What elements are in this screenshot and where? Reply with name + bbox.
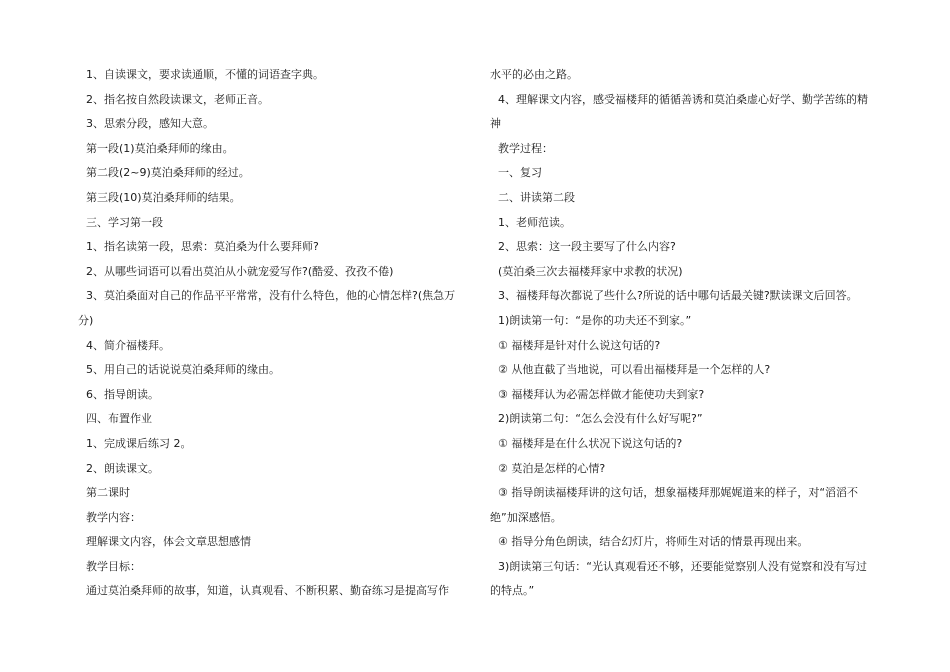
section-heading: 二、讲读第二段 <box>498 190 575 204</box>
text-line: 4、理解课文内容，感受福楼拜的循循善诱和莫泊桑虚心好学、勤学苦练的精 <box>498 92 868 106</box>
text-line: ③ 福楼拜认为必需怎样做才能使功夫到家? <box>498 387 705 401</box>
text-line-continuation: 绝”加深感悟。 <box>490 510 562 524</box>
text-line: 教学目标： <box>86 559 141 573</box>
text-line-continuation: 神 <box>490 117 501 131</box>
section-heading: 四、布置作业 <box>86 412 152 426</box>
section-heading: 三、学习第一段 <box>86 215 163 229</box>
text-line: 2、朗读课文。 <box>86 461 159 475</box>
right-column <box>490 63 875 604</box>
text-line: ④ 指导分角色朗读，结合幻灯片，将师生对话的情景再现出来。 <box>498 535 809 549</box>
text-line: 1、自读课文，要求读通顺，不懂的词语查字典。 <box>86 68 324 81</box>
text-line: ③ 指导朗读福楼拜讲的这句话，想象福楼拜那娓娓道来的样子，对“滔滔不 <box>498 486 859 500</box>
text-line: 第一段(1)莫泊桑拜师的缘由。 <box>86 141 234 155</box>
text-line: 理解课文内容，体会文章思想感情 <box>86 535 251 549</box>
text-line: 6、指导朗读。 <box>86 387 159 401</box>
text-line: 2、指名按自然段读课文，老师正音。 <box>86 92 269 106</box>
text-line: 通过莫泊桑拜师的故事，知道，认真观看、不断积累、勤奋练习是提高写作 <box>86 584 449 598</box>
text-line: ② 从他直截了当地说，可以看出福楼拜是一个怎样的人? <box>498 363 771 377</box>
text-line: 1)朗读第一句：“是你的功夫还不到家。” <box>498 313 692 327</box>
left-column <box>78 63 463 604</box>
text-line: (莫泊桑三次去福楼拜家中求教的状况) <box>498 264 683 278</box>
text-line: 3、思索分段，感知大意。 <box>86 117 214 131</box>
text-line: 1、老师范读。 <box>498 215 571 229</box>
text-line: 2、从哪些词语可以看出莫泊从小就宠爱写作?(酷爱、孜孜不倦) <box>86 264 394 278</box>
text-line: 5、用自己的话说说莫泊桑拜师的缘由。 <box>86 363 280 377</box>
section-heading: 一、复习 <box>498 166 542 180</box>
text-line: 第三段(10)莫泊桑拜师的结果。 <box>86 190 241 204</box>
text-line: 1、完成课后练习 2。 <box>86 436 192 450</box>
text-line: 第二段(2~9)莫泊桑拜师的经过。 <box>86 166 250 180</box>
text-line: 3、莫泊桑面对自己的作品平平常常，没有什么特色，他的心情怎样?(焦急万 <box>86 289 456 303</box>
section-heading: 第二课时 <box>86 486 130 500</box>
text-line: 3)朗读第三句话：“光认真观看还不够，还要能觉察别人没有觉察和没有写过 <box>498 559 867 573</box>
section-heading: 教学过程： <box>498 141 553 155</box>
text-line: 1、指名读第一段，思索：莫泊桑为什么要拜师? <box>86 240 319 254</box>
text-line-continuation: 水平的必由之路。 <box>490 68 578 81</box>
text-line: 2)朗读第二句：“怎么会没有什么好写呢?” <box>498 412 703 426</box>
text-line: 教学内容： <box>86 510 141 524</box>
text-line: 4、简介福楼拜。 <box>86 338 170 352</box>
text-line: ① 福楼拜是在什么状况下说这句话的? <box>498 436 683 450</box>
text-line-continuation: 分) <box>78 313 94 327</box>
text-line-continuation: 的特点。” <box>490 584 535 598</box>
text-line: 2、思索：这一段主要写了什么内容? <box>498 240 676 254</box>
text-line: ① 福楼拜是针对什么说这句话的? <box>498 338 661 352</box>
text-line: ② 莫泊是怎样的心情? <box>498 461 606 475</box>
text-line: 3、福楼拜每次都说了些什么?所说的话中哪句话最关键?默读课文后回答。 <box>498 289 858 303</box>
